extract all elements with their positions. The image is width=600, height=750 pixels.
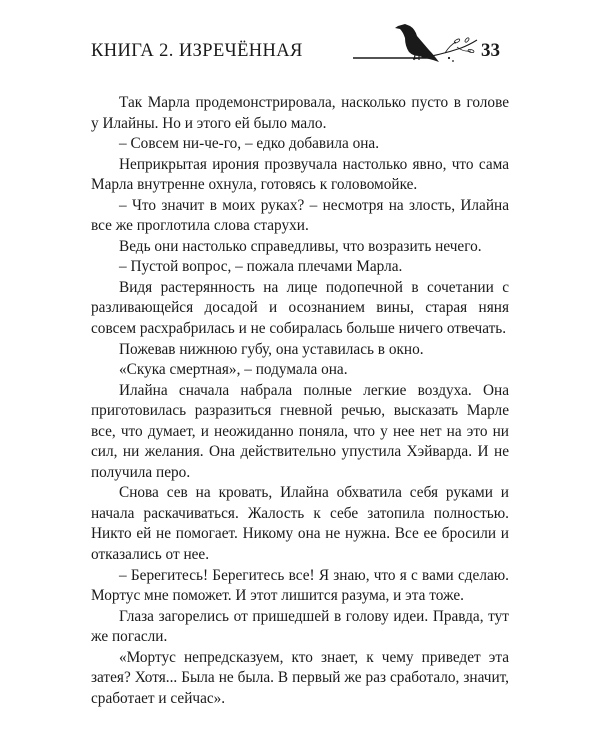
paragraph: Ведь они настолько справедливы, что возразить нечего. [119, 237, 482, 255]
book-title: КНИГА 2. ИЗРЕЧЁННАЯ [91, 41, 303, 61]
paragraph: Илайна сначала набрала полные легкие воздуха. Она приготовилась разразиться гневной речью, высказать Марле все, что думает, и неожиданно поняла, что у нее нет на это ни сил, ни желания. Она действительно упустила Хэйварда. И не получила перо. [91, 381, 509, 481]
paragraph: Видя растерянность на лице подопечной в сочетании с разливающейся досадой и осознанием вины, старая няня совсем расхрабрилась и не собиралась больше ничего отвечать. [91, 278, 509, 338]
paragraph: – Берегитесь! Берегитесь все! Я знаю, что я с вами сделаю. Мортус мне поможет. И этот лишится разума, и эта тоже. [91, 566, 509, 605]
paragraph: Так Марла продемонстрировала, насколько пусто в голове у Илайны. Но и этого ей было мало. [91, 94, 509, 132]
paragraph: Глаза загорелись от пришедшей в голову идеи. Правда, тут же погасли. [91, 607, 509, 646]
paragraph: Неприкрытая ирония прозвучала настолько явно, что сама Марла внутренне охнула, готовясь к головомойке. [91, 155, 509, 194]
paragraph: Снова сев на кровать, Илайна обхватила себя руками и начала раскачиваться. Жалость к себе затопила полностью. Никто ей не помогает. Никому она не нужна. Все ее бросили и отказались от нее. [91, 484, 509, 564]
running-header [0, 0, 600, 80]
page-number: 33 [481, 40, 500, 61]
paragraph: – Что значит в моих руках? – несмотря на злость, Илайна все же проглотила слова старухи. [91, 196, 509, 235]
paragraph: «Скука смертная», – подумала она. [119, 361, 348, 379]
paragraph: – Совсем ни-че-го, – едко добавила она. [119, 135, 380, 153]
paragraph: «Мортус непредсказуем, кто знает, к чему приведет эта затея? Хотя... Была не была. В первый же раз сработало, значит, сработает и сейчас». [91, 648, 509, 707]
paragraph: Пожевав нижнюю губу, она уставилась в окно. [119, 340, 424, 358]
page-body-text [91, 93, 509, 709]
raven-on-branch-icon [353, 18, 478, 72]
paragraph: – Пустой вопрос, – пожала плечами Марла. [119, 258, 403, 276]
